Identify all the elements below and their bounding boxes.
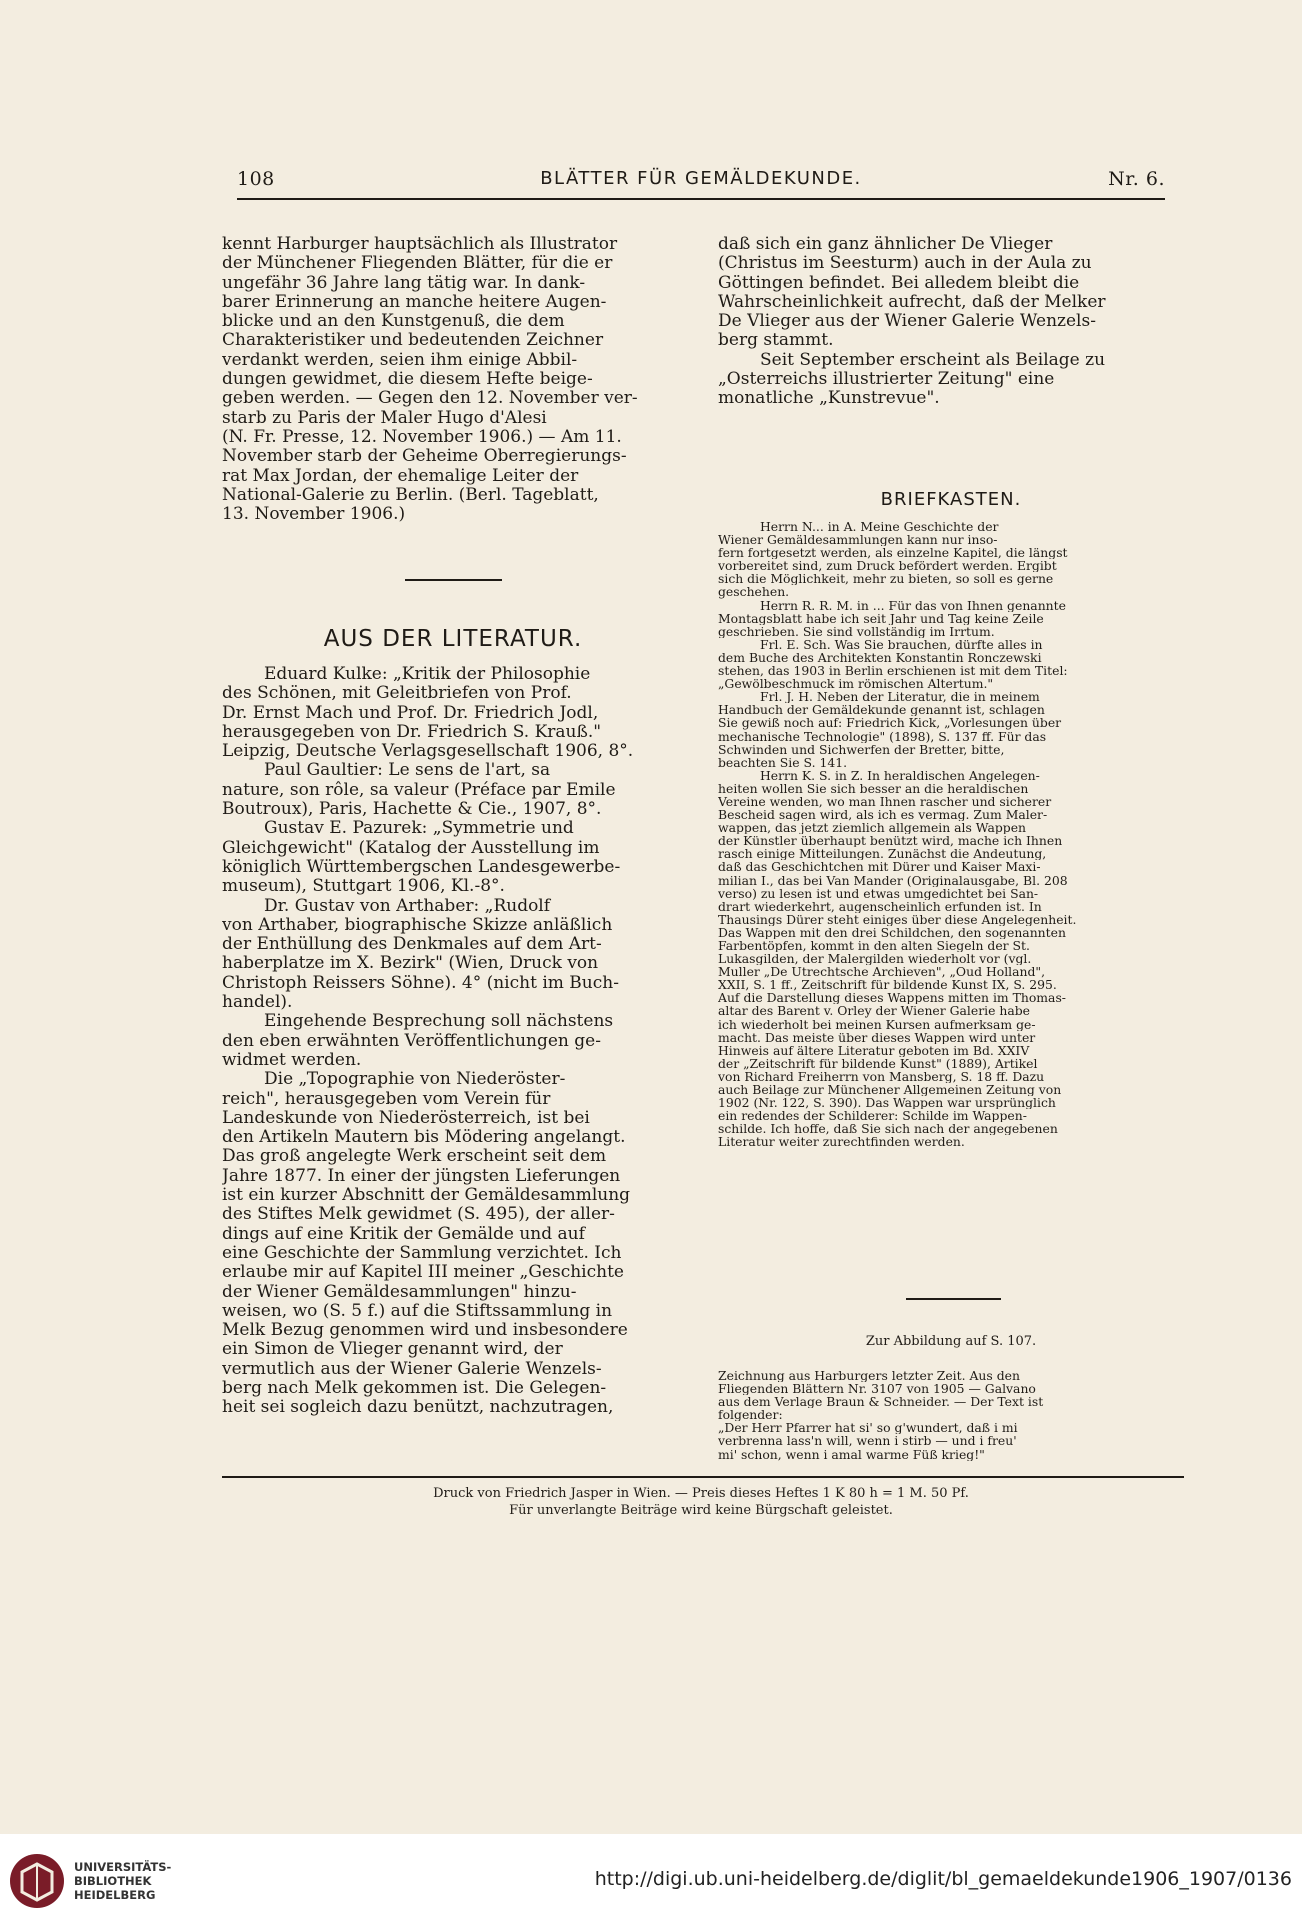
text-line: 13. November 1906.): [222, 505, 406, 525]
left-short-rule: [405, 579, 502, 581]
text-line: milian I., das bei Van Mander (Originalausgabe, Bl. 208: [718, 873, 1068, 887]
text-line: berg stammt.: [718, 331, 834, 351]
text-line: altar des Barent v. Orley der Wiener Galerie habe: [718, 1004, 1030, 1018]
text-line: heiten wollen Sie sich besser an die heraldischen: [718, 781, 1029, 795]
text-line: aus dem Verlage Braun & Schneider. — Der Text ist: [718, 1395, 1044, 1409]
text-line: verso) zu lesen ist und etwas umgedichtet bei San-: [718, 886, 1039, 900]
text-line: sich die Möglichkeit, mehr zu bieten, so soll es gerne: [718, 572, 1054, 586]
text-line: Frl. J. H. Neben der Literatur, die in meinem: [760, 690, 1040, 704]
text-line: rasch einige Mitteilungen. Zunächst die Andeutung,: [718, 847, 1047, 861]
header-rule: [237, 198, 1165, 200]
section-heading-literature: AUS DER LITERATUR.: [323, 626, 583, 652]
text-line: Christoph Reissers Söhne). 4° (nicht im Buch-: [222, 973, 619, 993]
library-name-line: BIBLIOTHEK: [74, 1874, 152, 1888]
text-line: Lukasgilden, der Malergilden wiederholt vor (vgl.: [718, 952, 1032, 966]
text-line: haberplatze im X. Bezirk" (Wien, Druck von: [222, 954, 599, 974]
text-line: (N. Fr. Presse, 12. November 1906.) — Am 11.: [222, 427, 622, 447]
briefkasten-text: [718, 520, 1184, 1149]
right-short-rule: [906, 1298, 1001, 1300]
text-line: „Der Herr Pfarrer hat si' so g'wundert, daß i mi: [718, 1421, 1018, 1435]
text-line: Dr. Gustav von Arthaber: „Rudolf: [264, 896, 551, 916]
text-line: eine Geschichte der Sammlung verzichtet. Ich: [222, 1243, 622, 1263]
text-line: dem Buche des Architekten Konstantin Ronczewski: [718, 650, 1042, 665]
text-line: Leipzig, Deutsche Verlagsgesellschaft 1906, 8°.: [222, 742, 634, 762]
text-line: auch Beilage zur Münchener Allgemeinen Zeitung von: [718, 1083, 1062, 1097]
text-line: geben werden. — Gegen den 12. November ver-: [222, 389, 638, 409]
text-line: der Wiener Gemäldesammlungen" hinzu-: [222, 1282, 577, 1302]
text-line: Hinweis auf ältere Literatur geboten im Bd. XXIV: [718, 1043, 1030, 1057]
text-line: Sie gewiß noch auf: Friedrich Kick, „Vorlesungen über: [718, 716, 1062, 730]
text-line: widmet werden.: [222, 1050, 362, 1070]
text-line: beachten Sie S. 141.: [718, 755, 848, 769]
text-line: blicke und an den Kunstgenuß, die dem: [222, 312, 565, 332]
text-line: Dr. Ernst Mach und Prof. Dr. Friedrich Jodl,: [222, 703, 599, 723]
text-line: Landeskunde von Niederösterreich, ist bei: [222, 1108, 590, 1128]
library-name-line: UNIVERSITÄTS-: [74, 1860, 172, 1874]
text-line: mi' schon, wenn i amal warme Füß krieg!": [718, 1447, 985, 1461]
text-line: De Vlieger aus der Wiener Galerie Wenzels-: [718, 312, 1096, 332]
text-line: kennt Harburger hauptsächlich als Illustrator: [222, 235, 618, 254]
text-line: Bescheid sagen wird, als ich es vermag. Zum Maler-: [718, 808, 1048, 822]
text-line: verbrenna lass'n will, wenn i stirb — und i freu': [718, 1434, 1017, 1448]
text-line: Paul Gaultier: Le sens de l'art, sa: [264, 761, 551, 781]
text-line: Herrn K. S. in Z. In heraldischen Angelegen-: [760, 768, 1040, 782]
text-line: mechanische Technologie" (1898), S. 137 ff. Für das: [718, 729, 1047, 743]
text-line: des Schönen, mit Geleitbriefen von Prof.: [222, 684, 572, 704]
text-line: ungefähr 36 Jahre lang tätig war. In dank-: [222, 273, 586, 293]
text-line: Jahre 1877. In einer der jüngsten Lieferungen: [222, 1166, 621, 1186]
text-line: den eben erwähnten Veröffentlichungen ge-: [222, 1031, 601, 1051]
text-line: herausgegeben von Dr. Friedrich S. Krauß.": [222, 722, 602, 742]
section-heading-briefkasten: BRIEFKASTEN.: [880, 489, 1022, 510]
library-name-line: HEIDELBERG: [74, 1888, 156, 1902]
text-line: Seit September erscheint als Beilage zu: [760, 350, 1106, 370]
text-line: von Richard Freiherrn von Mansberg, S. 18 ff. Dazu: [718, 1069, 1045, 1084]
left-intro-text: [222, 235, 684, 524]
text-line: ist ein kurzer Abschnitt der Gemäldesammlung: [222, 1186, 631, 1206]
page-number: 108: [237, 168, 275, 190]
text-line: Boutroux), Paris, Hachette & Cie., 1907, 8°.: [222, 800, 602, 820]
text-line: Charakteristiker und bedeutenden Zeichner: [222, 331, 604, 351]
text-line: von Arthaber, biographische Skizze anläßlich: [222, 915, 613, 935]
text-line: handel).: [222, 993, 293, 1013]
text-line: Montagsblatt habe ich seit Jahr und Tag keine Zeile: [718, 611, 1044, 625]
text-line: Thausings Dürer steht einiges über diese Angelegenheit.: [718, 912, 1077, 926]
text-line: geschehen.: [718, 585, 790, 599]
text-line: macht. Das meiste über dieses Wappen wird unter: [718, 1030, 1036, 1044]
source-url-link[interactable]: http://digi.ub.uni-heidelberg.de/diglit/bl_gemaeldekunde1906_1907/0136: [594, 1868, 1292, 1890]
text-line: Gleichgewicht" (Katalog der Ausstellung im: [222, 838, 600, 858]
text-line: Fliegenden Blättern Nr. 3107 von 1905 — Galvano: [718, 1382, 1036, 1396]
text-line: berg nach Melk gekommen ist. Die Gelegen-: [222, 1378, 607, 1398]
text-line: Das Wappen mit den drei Schildchen, den sogenannten: [718, 925, 1066, 939]
text-line: dings auf eine Kritik der Gemälde und auf: [222, 1224, 585, 1244]
text-line: Handbuch der Gemäldekunde genannt ist, schlagen: [718, 703, 1045, 717]
text-line: dungen gewidmet, die diesem Hefte beige-: [222, 370, 593, 390]
text-line: den Artikeln Mautern bis Mödering angelangt.: [222, 1128, 626, 1148]
text-line: der Münchener Fliegenden Blätter, für die er: [222, 254, 613, 274]
text-line: Eingehende Besprechung soll nächstens: [264, 1012, 614, 1032]
text-line: starb zu Paris der Maler Hugo d'Alesi: [222, 408, 547, 428]
text-line: der Enthüllung des Denkmales auf dem Art-: [222, 935, 602, 955]
text-line: ein Simon de Vlieger genannt wird, der: [222, 1340, 563, 1360]
text-line: wappen, das jetzt ziemlich allgemein als Wappen: [718, 821, 1027, 835]
text-line: Frl. E. Sch. Was Sie brauchen, dürfte alles in: [760, 637, 1043, 651]
text-line: 1902 (Nr. 122, S. 390). Das Wappen war ursprünglich: [718, 1096, 1056, 1110]
text-line: Zeichnung aus Harburgers letzter Zeit. Aus den: [718, 1369, 1020, 1383]
text-line: (Christus im Seesturm) auch in der Aula zu: [718, 254, 1092, 274]
text-line: Auf die Darstellung dieses Wappens mitten im Thomas-: [718, 991, 1066, 1005]
text-line: Schwinden und Sichwerfen der Bretter, bitte,: [718, 742, 1005, 756]
text-line: Gustav E. Pazurek: „Symmetrie und: [264, 819, 574, 839]
text-line: des Stiftes Melk gewidmet (S. 495), der aller-: [222, 1205, 615, 1225]
footer-rule: [222, 1476, 1184, 1478]
text-line: vorbereitet sind, zum Druck befördert werden. Ergibt: [718, 559, 1057, 573]
text-line: folgender:: [718, 1408, 783, 1422]
text-line: „Österreichs illustrierter Zeitung" eine: [718, 370, 1055, 390]
text-line: Farbentöpfen, kommt in den alten Siegeln der St.: [718, 939, 1030, 953]
text-line: schilde. Ich hoffe, daß Sie sich nach der angegebenen: [718, 1122, 1058, 1136]
text-line: der „Zeitschrift für bildende Kunst" (1889), Artikel: [718, 1056, 1038, 1070]
footer-imprint: Druck von Friedrich Jasper in Wien. — Preis dieses Heftes 1 K 80 h = 1 M. 50 Pf.: [433, 1486, 969, 1501]
journal-title: BLÄTTER FÜR GEMÄLDEKUNDE.: [540, 168, 862, 189]
text-line: Eduard Kulke: „Kritik der Philosophie: [264, 665, 591, 684]
text-line: geschrieben. Sie sind vollständig im Irrtum.: [718, 624, 995, 638]
text-line: nature, son rôle, sa valeur (Préface par Emile: [222, 780, 616, 800]
text-line: Die „Topographie von Niederöster-: [264, 1070, 566, 1090]
right-continuation-text: [718, 235, 1184, 409]
text-line: ich wiederholt bei meinen Kursen aufmerksam ge-: [718, 1017, 1036, 1031]
literature-text: [222, 665, 684, 1418]
text-line: stehen, das 1903 in Berlin erschienen ist mit dem Titel:: [718, 664, 1068, 678]
text-line: weisen, wo (S. 5 f.) auf die Stiftssammlung in: [222, 1301, 613, 1321]
footer-disclaimer: Für unverlangte Beiträge wird keine Bürgschaft geleistet.: [509, 1503, 893, 1518]
text-line: barer Erinnerung an manche heitere Augen-: [222, 292, 607, 312]
text-line: reich", herausgegeben vom Verein für: [222, 1089, 551, 1109]
text-line: Vereine wenden, wo man Ihnen rascher und sicherer: [718, 794, 1052, 809]
text-line: daß sich ein ganz ähnlicher De Vlieger: [718, 235, 1053, 254]
text-line: rat Max Jordan, der ehemalige Leiter der: [222, 466, 579, 486]
text-line: erlaube mir auf Kapitel III meiner „Geschichte: [222, 1263, 624, 1283]
text-line: daß das Geschichtchen mit Dürer und Kaiser Maxi-: [718, 860, 1041, 874]
text-line: fern fortgesetzt werden, als einzelne Kapitel, die längst: [718, 546, 1068, 560]
text-line: National-Galerie zu Berlin. (Berl. Tageblatt,: [222, 485, 599, 505]
text-line: drart wiederkehrt, augenscheinlich erfunden ist. In: [718, 899, 1042, 913]
text-line: Herrn R. R. M. in ... Für das von Ihnen genannte: [760, 598, 1066, 612]
text-line: XXII, S. 1 ff., Zeitschrift für bildende Kunst IX, S. 295.: [718, 978, 1057, 992]
text-line: königlich Württembergschen Landesgewerbe-: [222, 857, 621, 877]
illustration-text: [718, 1369, 1184, 1461]
text-line: museum), Stuttgart 1906, Kl.-8°.: [222, 877, 505, 897]
text-line: Das groß angelegte Werk erscheint seit dem: [222, 1147, 607, 1167]
text-line: „Gewölbeschmuck im römischen Altertum.": [718, 677, 994, 691]
text-line: Göttingen befindet. Bei alledem bleibt die: [718, 273, 1080, 293]
library-name: [74, 1860, 171, 1902]
text-line: heit sei sogleich dazu benützt, nachzutragen,: [222, 1398, 614, 1418]
text-line: November starb der Geheime Oberregierungs-: [222, 447, 627, 467]
text-line: der Künstler überhaupt benützt wird, mache ich Ihnen: [718, 834, 1063, 848]
text-line: Literatur weiter zurechtfinden werden.: [718, 1135, 965, 1149]
text-line: Wahrscheinlichkeit aufrecht, daß der Melker: [718, 292, 1106, 312]
issue-number: Nr. 6.: [1108, 168, 1165, 190]
text-line: monatliche „Kunstrevue".: [718, 389, 940, 409]
running-header: [237, 168, 1165, 198]
text-line: ein redendes der Schilderer: Schilde im Wappen-: [718, 1109, 1027, 1123]
text-line: Wiener Gemäldesammlungen kann nur inso-: [718, 533, 998, 547]
illustration-caption: Zur Abbildung auf S. 107.: [865, 1334, 1037, 1349]
text-line: Melk Bezug genommen wird und insbesondere: [222, 1321, 628, 1341]
text-line: verdankt werden, seien ihm einige Abbil-: [222, 350, 578, 370]
library-logo-icon: [8, 1852, 66, 1910]
text-line: Muller „De Utrechtsche Archieven", „Oud Holland",: [718, 965, 1046, 979]
text-line: vermutlich aus der Wiener Galerie Wenzels-: [222, 1359, 602, 1379]
text-line: Herrn N... in A. Meine Geschichte der: [760, 520, 999, 534]
